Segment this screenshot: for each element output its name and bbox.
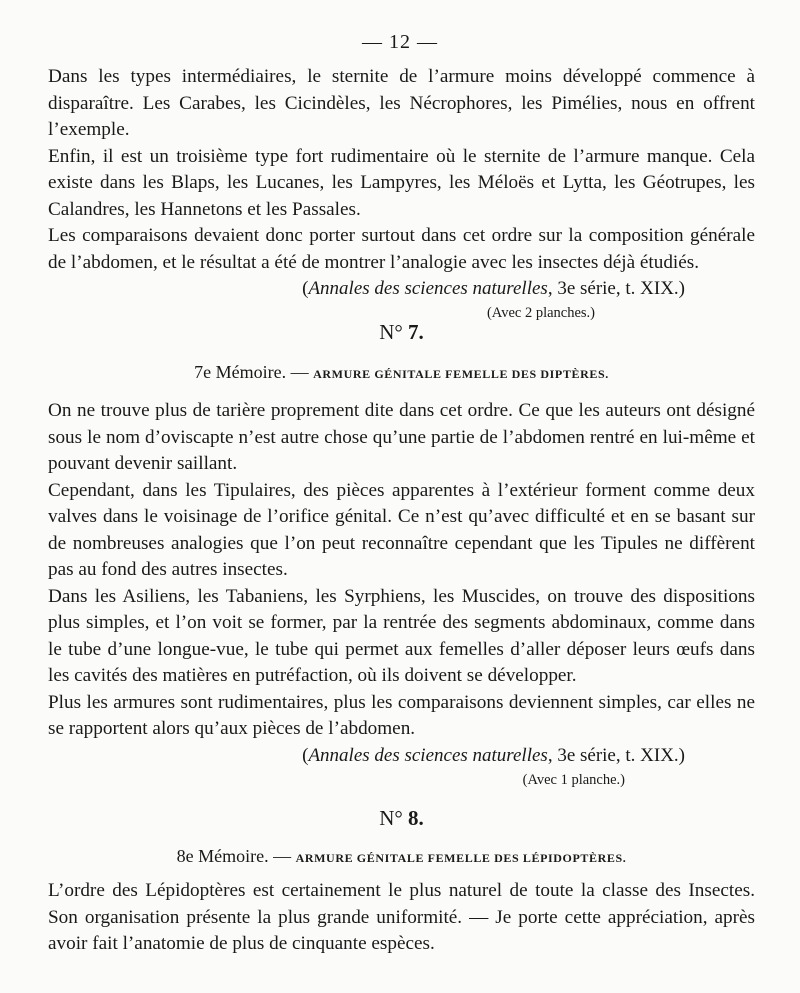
- paragraph: Cependant, dans les Tipulaires, des pièces apparentes à l’extérieur forment comme deux valves dans le voisinage de l’orifice génital. Ce n’est qu’avec difficulté et en se basant sur de nombreuses analogies que l’on peut reconnaître cependant que les Tipules ne diffèrent pas au fond des autres insectes.: [48, 479, 755, 580]
- number-prefix: N°: [379, 320, 403, 344]
- memoire-label: 8e Mémoire. —: [176, 846, 292, 866]
- memoire-subject: ARMURE GÉNITALE FEMELLE DES DIPTÈRES.: [313, 367, 609, 381]
- plates-note: (Avec 2 planches.): [486, 305, 595, 321]
- memoire-title: [48, 846, 755, 867]
- paragraph: On ne trouve plus de tarière proprement dite dans cet ordre. Ce que les auteurs ont désigné sous le nom d’oviscapte n’est autre chose qu’une partie de l’abdomen rentré en lui-même et pouvant devenir saillant.: [48, 400, 755, 474]
- citation-open: (: [302, 278, 309, 299]
- number-prefix: N°: [379, 806, 403, 830]
- memoire-label: 7e Mémoire. —: [194, 362, 309, 382]
- citation-rest: , 3e série, t. XIX.): [547, 744, 685, 766]
- paragraph: Dans les types intermédiaires, le sternite de l’armure moins développé commence à disparaître. Les Carabes, les Cicindèles, les Nécrophores, les Pimélies, nous en offrent l’exemple.: [48, 66, 755, 140]
- paragraph: L’ordre des Lépidoptères est certainement le plus naturel de toute la classe des Insectes. Son organisation présente la plus grande uniformité. — Je porte cette appréciation, après avoir fait l’anatomie de plus de cinquante espèces.: [48, 880, 755, 954]
- paragraph: Les comparaisons devaient donc porter surtout dans cet ordre sur la composition générale de l’abdomen, et le résultat a été de montrer l’analogie avec les insectes déjà étudiés.: [48, 225, 755, 273]
- page-number: — 12 —: [362, 31, 438, 53]
- plates-note: (Avec 1 planche.): [522, 771, 625, 788]
- citation-journal: Annales des sciences naturelles: [308, 744, 548, 766]
- citation-journal: Annales des sciences naturelles: [308, 278, 548, 299]
- section-number: [48, 320, 755, 345]
- section-7-heading: [48, 320, 755, 345]
- section-number: [48, 806, 755, 831]
- section-7-body: [48, 398, 755, 791]
- paragraph: Enfin, il est un troisième type fort rudimentaire où le sternite de l’armure manque. Cela existe dans les Blaps, les Lucanes, les Lampyres, les Méloës et Lytta, les Géotrupes, les Calandres, les Hannetons et les Passales.: [48, 145, 755, 220]
- memoire-subject: ARMURE GÉNITALE FEMELLE DES LÉPIDOPTÈRES.: [295, 851, 627, 865]
- section-8-memoire: [48, 846, 755, 867]
- section-8-body: [48, 878, 755, 958]
- intro-section: [48, 64, 755, 324]
- citation-open: (: [302, 744, 309, 766]
- number-value: 8.: [408, 806, 424, 830]
- paragraph: Plus les armures sont rudimentaires, plus les comparaisons deviennent simples, car elles ne se rapportent alors qu’aux pièces de l’abdomen.: [48, 691, 755, 739]
- citation-rest: , 3e série, t. XIX.): [547, 278, 685, 299]
- citation: [48, 743, 755, 769]
- memoire-title: [48, 362, 755, 383]
- section-7-memoire: [48, 362, 755, 383]
- paragraph: Dans les Asiliens, les Tabaniens, les Syrphiens, les Muscides, on trouve des dispositions plus simples, et l’on voit se former, par la rentrée des segments abdominaux, comme dans le tube d’une longue-vue, le tube qui permet aux femelles d’aller déposer leurs œufs dans les cavités des matières en putréfaction, où ils doivent se développer.: [48, 585, 755, 686]
- citation: [48, 276, 755, 302]
- number-value: 7.: [408, 320, 424, 344]
- section-8-heading: [48, 806, 755, 831]
